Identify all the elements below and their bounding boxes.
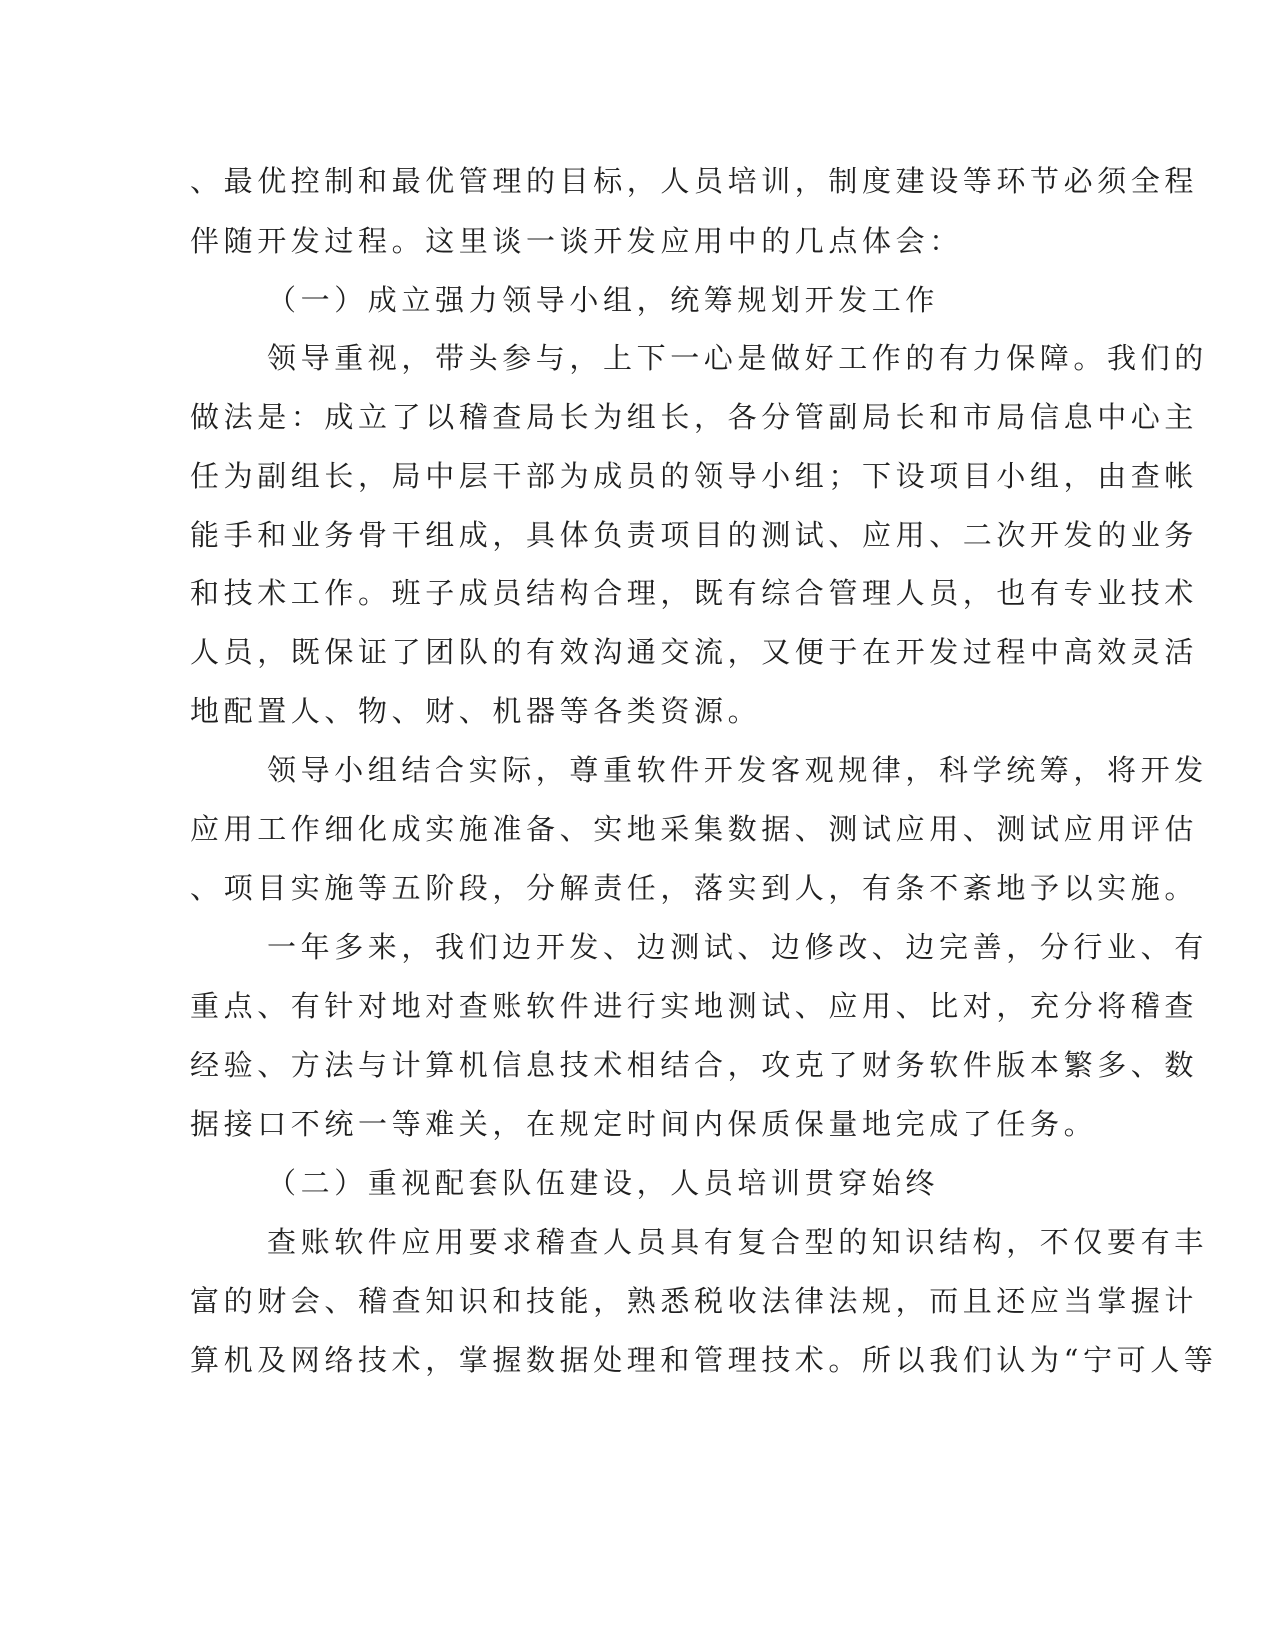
section-heading-2: （二）重视配套队伍建设，人员培训贯穿始终 xyxy=(267,1166,940,1200)
text-line: 据接口不统一等难关，在规定时间内保质保量地完成了任务。 xyxy=(190,1107,1098,1141)
text-line: 人员，既保证了团队的有效沟通交流，又便于在开发过程中高效灵活 xyxy=(190,635,1199,669)
paragraph-start: 领导小组结合实际，尊重软件开发客观规律，科学统筹，将开发 xyxy=(267,753,1208,787)
paragraph-start: 领导重视，带头参与，上下一心是做好工作的有力保障。我们的 xyxy=(267,341,1208,375)
text-line: 重点、有针对地对查账软件进行实地测试、应用、比对，充分将稽查 xyxy=(190,989,1199,1023)
text-line: 能手和业务骨干组成，具体负责项目的测试、应用、二次开发的业务 xyxy=(190,518,1199,552)
text-line: 和技术工作。班子成员结构合理，既有综合管理人员，也有专业技术 xyxy=(190,576,1199,610)
text-line: 任为副组长，局中层干部为成员的领导小组；下设项目小组，由查帐 xyxy=(190,459,1199,493)
section-heading-1: （一）成立强力领导小组，统筹规划开发工作 xyxy=(267,283,940,317)
text-line: 富的财会、稽查知识和技能，熟悉税收法律法规，而且还应当掌握计 xyxy=(190,1284,1199,1318)
text-line: 地配置人、物、财、机器等各类资源。 xyxy=(190,694,762,728)
text-line: 、最优控制和最优管理的目标，人员培训，制度建设等环节必须全程 xyxy=(190,164,1199,198)
text-line: 经验、方法与计算机信息技术相结合，攻克了财务软件版本繁多、数 xyxy=(190,1048,1199,1082)
text-line: 伴随开发过程。这里谈一谈开发应用中的几点体会： xyxy=(190,224,963,258)
text-line: 应用工作细化成实施准备、实地采集数据、测试应用、测试应用评估 xyxy=(190,812,1199,846)
paragraph-start: 一年多来，我们边开发、边测试、边修改、边完善，分行业、有 xyxy=(267,930,1208,964)
text-line: 、项目实施等五阶段，分解责任，落实到人，有条不紊地予以实施。 xyxy=(190,871,1199,905)
text-line: 算机及网络技术，掌握数据处理和管理技术。所以我们认为“宁可人等 xyxy=(190,1343,1218,1377)
text-line: 做法是：成立了以稽查局长为组长，各分管副局长和市局信息中心主 xyxy=(190,400,1199,434)
paragraph-start: 查账软件应用要求稽查人员具有复合型的知识结构，不仅要有丰 xyxy=(267,1225,1208,1259)
